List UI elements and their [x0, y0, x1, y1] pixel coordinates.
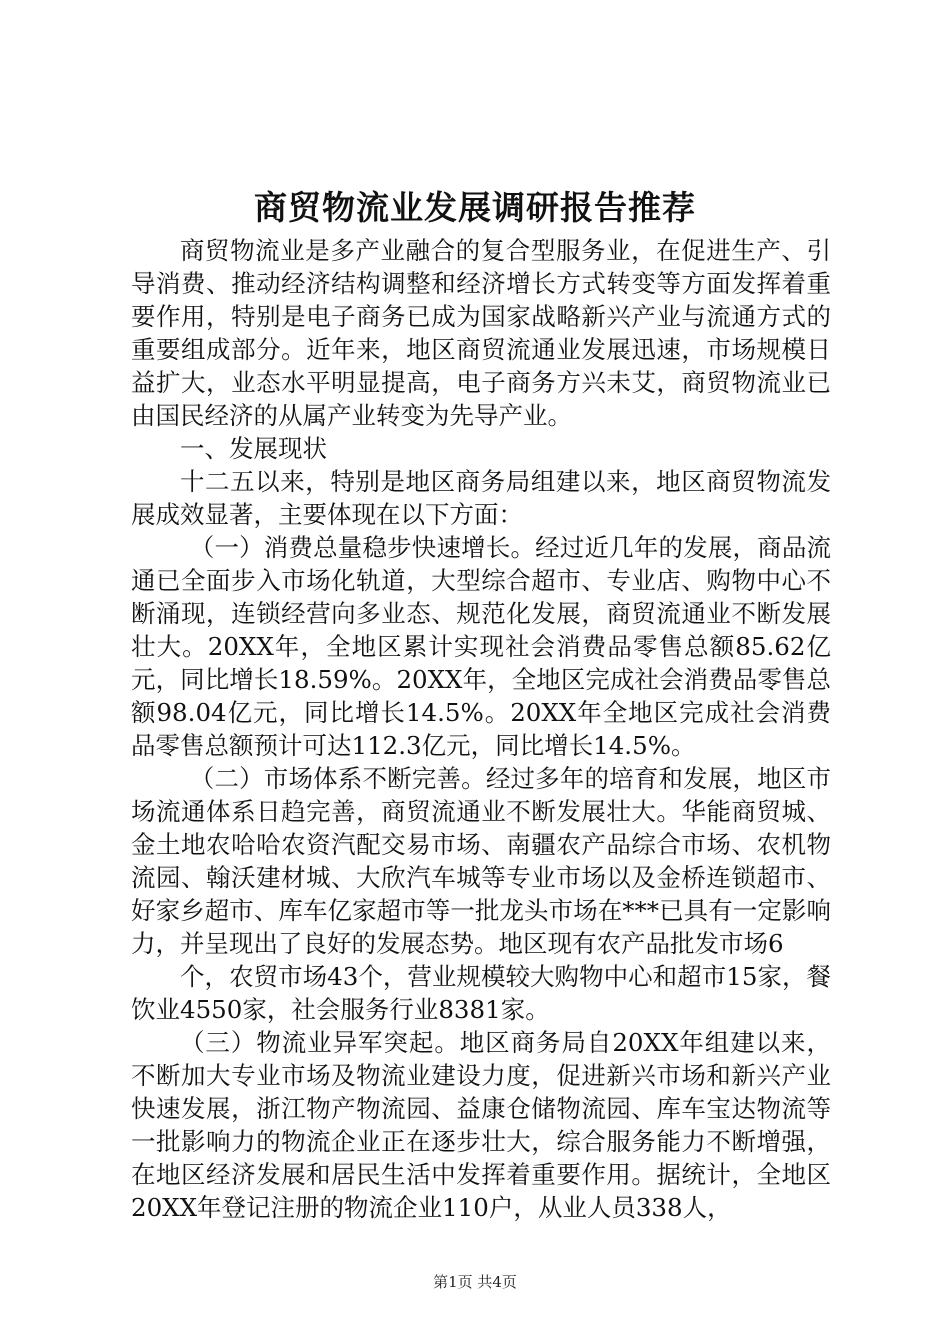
paragraph-logistics: （三）物流业异军突起。地区商务局自20XX年组建以来，不断加大专业市场及物流业建设力度，促进新兴市场和新兴产业快速发展，浙江物产物流园、益康仓储物流园、库车宝达物流等一批影响力的物流企业正在逐步壮大，综合服务能力不断增强，在地区经济发展和居民生活中发挥着重要作用。据统计，全地区20XX年登记注册的物流企业110户，从业人员338人， [131, 1028, 831, 1222]
page-footer: 第1页 共4页 [433, 1273, 517, 1291]
document-title: 商贸物流业发展调研报告推荐 [254, 188, 696, 227]
paragraph-overview: 十二五以来，特别是地区商务局组建以来，地区商贸物流发展成效显著，主要体现在以下方面： [131, 467, 831, 529]
document-body [131, 234, 831, 1224]
paragraph-intro: 商贸物流业是多产业融合的复合型服务业，在促进生产、引导消费、推动经济结构调整和经济增长方式转变等方面发挥着重要作用，特别是电子商务已成为国家战略新兴产业与流通方式的重要组成部分。近年来，地区商贸流通业发展迅速，市场规模日益扩大，业态水平明显提高，电子商务方兴未艾，商贸物流业已由国民经济的从属产业转变为先导产业。 [131, 236, 831, 430]
paragraph-market-system: （二）市场体系不断完善。经过多年的培育和发展，地区市场流通体系日趋完善，商贸流通业不断发展壮大。华能商贸城、金土地农哈哈农资汽配交易市场、南疆农产品综合市场、农机物流园、翰沃建材城、大欣汽车城等专业市场以及金桥连锁超市、好家乡超市、库车亿家超市等一批龙头市场在***已具有一定影响力，并呈现出了良好的发展态势。地区现有农产品批发市场6 [131, 764, 831, 958]
section-heading-status: 一、发展现状 [180, 434, 327, 463]
paragraph-consumption: （一）消费总量稳步快速增长。经过近几年的发展，商品流通已全面步入市场化轨道，大型综合超市、专业店、购物中心不断涌现，连锁经营向多业态、规范化发展，商贸流通业不断发展壮大。20XX年，全地区累计实现社会消费品零售总额85.62亿元，同比增长18.59%。20XX年，全地区完成社会消费品零售总额98.04亿元，同比增长14.5%。20XX年全地区完成社会消费品零售总额预计可达112.3亿元，同比增长14.5%。 [131, 533, 831, 760]
paragraph-market-counts: 个，农贸市场43个，营业规模较大购物中心和超市15家，餐饮业4550家，社会服务行业8381家。 [131, 962, 831, 1024]
